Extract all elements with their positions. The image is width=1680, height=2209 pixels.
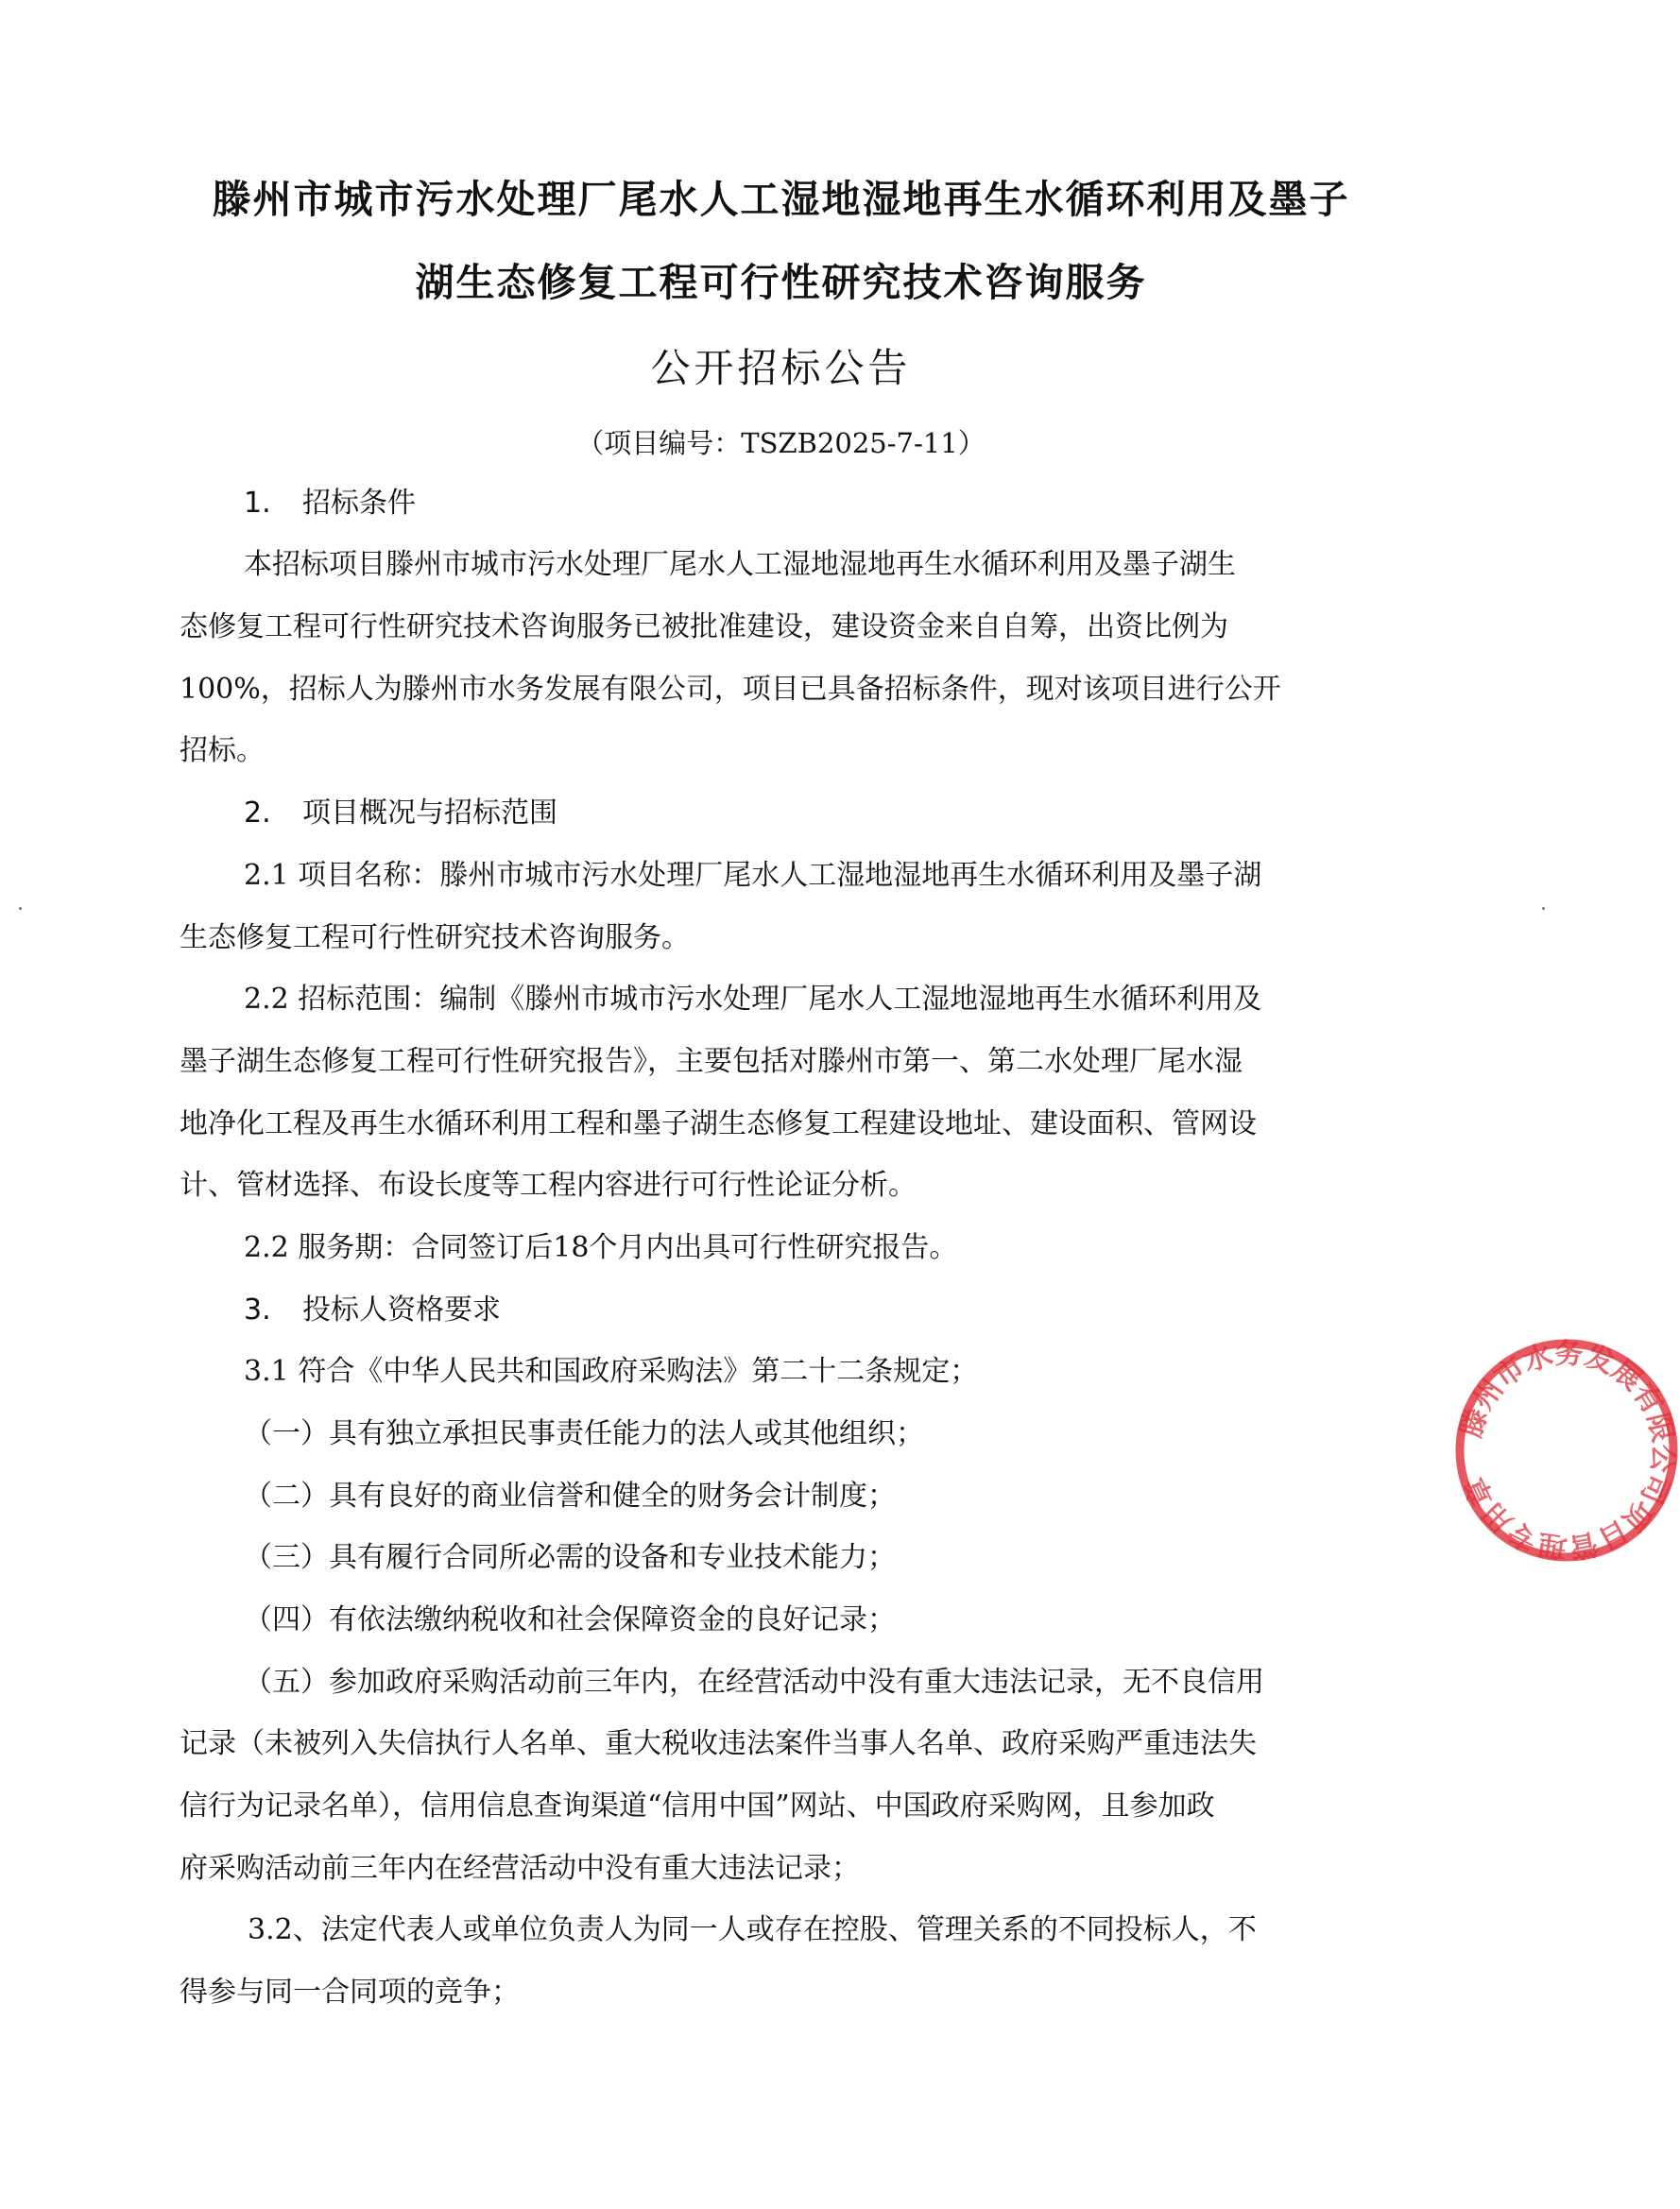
paragraph-line: 2.2 服务期：合同签订后18个月内出具可行性研究报告。 xyxy=(244,1231,958,1264)
section-number: 1. xyxy=(244,487,271,520)
section-heading-1 xyxy=(244,485,416,522)
paragraph-line: 地净化工程及再生水循环利用工程和墨子湖生态修复工程建设地址、建设面积、管网设 xyxy=(180,1107,1257,1140)
paragraph-line: 2.2 招标范围：编制《滕州市城市污水处理厂尾水人工湿地湿地再生水循环利用及 xyxy=(244,983,1262,1016)
list-item: （二）具有良好的商业信誉和健全的财务会计制度； xyxy=(244,1480,896,1513)
paragraph-line: 态修复工程可行性研究技术咨询服务已被批准建设，建设资金来自自筹，出资比例为 xyxy=(180,610,1228,643)
paragraph-line: 3.1 符合《中华人民共和国政府采购法》第二十二条规定； xyxy=(244,1355,979,1388)
section-heading-text: 投标人资格要求 xyxy=(302,1293,501,1327)
paragraph-line: 得参与同一合同项的竞争； xyxy=(180,1976,520,2009)
scan-speck xyxy=(19,907,22,910)
section-heading-2 xyxy=(244,795,557,832)
paragraph-line: 生态修复工程可行性研究技术咨询服务。 xyxy=(180,921,690,954)
paragraph-line: 100%，招标人为滕州市水务发展有限公司，项目已具备招标条件，现对该项目进行公开 xyxy=(180,673,1281,706)
section-heading-text: 招标条件 xyxy=(302,487,416,520)
paragraph-line: 墨子湖生态修复工程可行性研究报告》，主要包括对滕州市第一、第二水处理厂尾水湿 xyxy=(180,1045,1243,1078)
list-item: （四）有依法缴纳税收和社会保障资金的良好记录； xyxy=(244,1603,896,1636)
seal-text: 滕州市水务发展有限公司项目管理专用章 xyxy=(1454,1337,1680,1564)
paragraph-line: 2.1 项目名称：滕州市城市污水处理厂尾水人工湿地湿地再生水循环利用及墨子湖 xyxy=(244,859,1262,892)
list-item: （五）参加政府采购活动前三年内，在经营活动中没有重大违法记录，无不良信用 xyxy=(244,1666,1264,1699)
section-heading-text: 项目概况与招标范围 xyxy=(302,796,557,830)
paragraph-line: 3.2、法定代表人或单位负责人为同一人或存在控股、管理关系的不同投标人，不 xyxy=(248,1913,1257,1946)
paragraph-line: 信行为记录名单），信用信息查询渠道“信用中国”网站、中国政府采购网，且参加政 xyxy=(180,1789,1215,1823)
project-number: （项目编号：TSZB2025-7-11） xyxy=(576,427,986,459)
section-number: 2. xyxy=(244,796,271,830)
list-item: （一）具有独立承担民事责任能力的法人或其他组织； xyxy=(244,1417,924,1450)
document-title-line-1: 滕州市城市污水处理厂尾水人工湿地湿地再生水循环利用及墨子 xyxy=(212,177,1350,222)
paragraph-line: 府采购活动前三年内在经营活动中没有重大违法记录； xyxy=(180,1852,860,1885)
document-subtitle: 公开招标公告 xyxy=(650,345,912,391)
document-title-line-2: 湖生态修复工程可行性研究技术咨询服务 xyxy=(415,260,1147,305)
paragraph-line: 本招标项目滕州市城市污水处理厂尾水人工湿地湿地再生水循环利用及墨子湖生 xyxy=(244,548,1236,581)
scan-speck xyxy=(1542,907,1545,910)
official-seal-stamp xyxy=(1453,1337,1680,1564)
section-heading-3 xyxy=(244,1292,501,1329)
section-number: 3. xyxy=(244,1293,271,1327)
paragraph-line: 记录（未被列入失信执行人名单、重大税收违法案件当事人名单、政府采购严重违法失 xyxy=(180,1727,1257,1760)
list-item: （三）具有履行合同所必需的设备和专业技术能力； xyxy=(244,1541,896,1574)
paragraph-line: 计、管材选择、布设长度等工程内容进行可行性论证分析。 xyxy=(180,1169,917,1202)
paragraph-line: 招标。 xyxy=(180,734,265,767)
